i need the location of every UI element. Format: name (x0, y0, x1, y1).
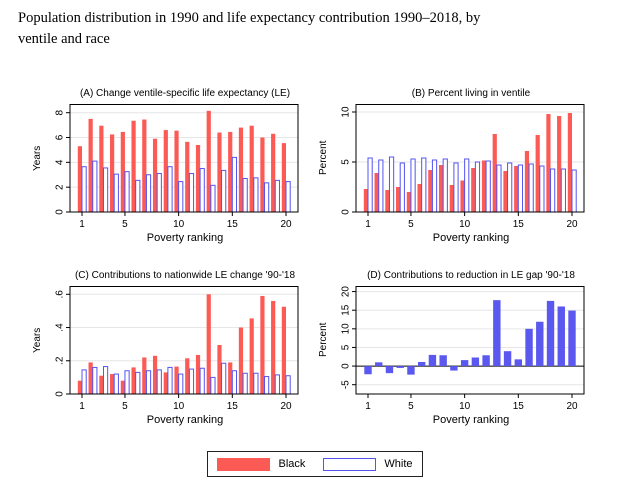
bar-black-v2 (89, 119, 93, 212)
y-tick-label: .2 (54, 356, 66, 365)
bar-black-v14 (503, 171, 507, 212)
bar-white-v16 (529, 164, 533, 212)
bar-white-v14 (222, 363, 226, 394)
bar-white-v14 (222, 170, 226, 212)
bar-white-v12 (200, 368, 204, 394)
bar-black-v3 (385, 190, 389, 212)
bar-white-v16 (243, 178, 247, 212)
x-tick-label: 15 (512, 401, 524, 412)
figure-title-line1: Population distribution in 1990 and life expectancy contribution 1990–2018, by (18, 10, 481, 26)
bar-white-v2 (93, 367, 97, 394)
bar-black-v17 (536, 135, 540, 212)
bar-black-v12 (196, 355, 200, 394)
bar-gap-v9 (450, 366, 457, 370)
bar-black-v15 (228, 132, 232, 212)
bar-white-v2 (93, 161, 97, 212)
bar-white-v7 (146, 175, 150, 212)
bar-gap-v6 (418, 362, 425, 366)
bar-white-v16 (243, 373, 247, 394)
x-tick-label: 20 (566, 219, 578, 230)
panel-b-ylabel: Percent (318, 140, 329, 176)
bar-black-v16 (239, 128, 243, 212)
bar-white-v18 (265, 377, 269, 394)
bar-white-v3 (389, 157, 393, 212)
bar-black-v4 (110, 374, 114, 394)
bar-black-v10 (174, 131, 178, 212)
panel-c-ylabel: Years (32, 327, 43, 353)
legend-label-white: White (384, 458, 413, 470)
figure-title (18, 8, 603, 50)
panel-a-xlabel: Poverty ranking (146, 232, 224, 244)
bar-white-v15 (518, 165, 522, 212)
panel-d (320, 270, 605, 426)
x-tick-label: 5 (122, 219, 128, 230)
bar-white-v13 (497, 165, 501, 212)
x-tick-label: 1 (79, 219, 85, 230)
bar-white-v1 (368, 158, 372, 212)
bar-white-v15 (232, 371, 236, 394)
bar-gap-v11 (472, 358, 479, 367)
bar-black-v4 (396, 187, 400, 212)
y-tick-label: 5 (340, 344, 352, 351)
x-tick-label: 10 (173, 401, 185, 412)
bar-gap-v18 (547, 301, 554, 366)
bar-white-v19 (561, 169, 565, 212)
x-tick-label: 15 (226, 401, 238, 412)
bar-black-v10 (460, 181, 464, 213)
bar-black-v5 (121, 381, 125, 394)
bar-black-v13 (207, 111, 211, 212)
bar-white-v6 (422, 158, 426, 212)
bar-white-v7 (432, 160, 436, 212)
x-tick-label: 1 (79, 401, 85, 412)
bar-black-v3 (99, 376, 103, 394)
bar-white-v12 (486, 161, 490, 212)
panel-c-title: (C) Contributions to nationwide LE change '90-'18 (74, 270, 296, 281)
bar-gap-v16 (525, 329, 532, 366)
bar-white-v20 (286, 376, 290, 394)
panel-b (320, 88, 605, 244)
y-tick-label: 10 (340, 323, 352, 335)
bar-white-v2 (379, 160, 383, 212)
y-tick-label: 10 (340, 106, 352, 118)
bar-gap-v3 (386, 366, 393, 373)
bar-white-v20 (572, 170, 576, 212)
bar-black-v9 (450, 185, 454, 212)
bar-gap-v14 (504, 351, 511, 366)
bar-white-v15 (232, 157, 236, 212)
bar-white-v3 (103, 168, 107, 212)
bar-gap-v10 (461, 360, 468, 366)
legend-swatch-white (323, 458, 376, 471)
panel-d-ylabel: Percent (318, 322, 329, 358)
bar-white-v11 (189, 369, 193, 394)
bar-black-v1 (364, 189, 368, 212)
bar-black-v3 (99, 126, 103, 212)
bar-black-v14 (217, 133, 221, 212)
bar-black-v11 (471, 168, 475, 212)
bar-black-v13 (493, 134, 497, 212)
bar-white-v18 (551, 169, 555, 212)
bar-white-v8 (157, 370, 161, 394)
x-tick-label: 5 (122, 401, 128, 412)
panel-d-title: (D) Contributions to reduction in LE gap '90-'18 (367, 270, 575, 281)
bar-white-v5 (411, 159, 415, 212)
bar-white-v1 (82, 370, 86, 394)
panel-d-plot-area (320, 286, 592, 414)
bar-white-v3 (103, 367, 107, 394)
bar-black-v7 (142, 120, 146, 212)
bar-white-v10 (465, 159, 469, 212)
x-tick-label: 20 (280, 219, 292, 230)
panel-b-plot-area (320, 104, 592, 232)
bar-gap-v1 (364, 366, 371, 374)
bar-black-v5 (121, 132, 125, 212)
bar-white-v9 (168, 167, 172, 212)
bar-white-v18 (265, 183, 269, 212)
x-tick-label: 10 (459, 401, 471, 412)
bar-white-v9 (168, 367, 172, 394)
bar-white-v1 (82, 167, 86, 212)
bar-white-v17 (254, 373, 258, 394)
bar-gap-v5 (407, 366, 414, 375)
x-tick-label: 5 (408, 401, 414, 412)
y-tick-label: .4 (54, 323, 66, 332)
y-tick-label: 5 (340, 159, 352, 165)
bar-gap-v13 (493, 300, 500, 366)
bar-white-v6 (136, 372, 140, 394)
y-tick-label: 6 (54, 134, 66, 141)
panel-a (34, 88, 319, 244)
bar-white-v8 (157, 174, 161, 212)
panel-c-xlabel: Poverty ranking (146, 414, 224, 426)
bar-white-v7 (146, 371, 150, 394)
bar-black-v16 (525, 151, 529, 212)
bar-white-v19 (275, 180, 279, 212)
bar-black-v20 (282, 307, 286, 394)
panel-c-plot (34, 286, 306, 414)
bar-black-v19 (271, 134, 275, 212)
x-tick-label: 10 (459, 219, 471, 230)
y-tick-label: 2 (54, 184, 66, 190)
bar-white-v11 (475, 162, 479, 212)
bar-black-v4 (110, 134, 114, 212)
x-tick-label: 15 (226, 219, 238, 230)
bar-black-v10 (174, 367, 178, 394)
bar-black-v14 (217, 345, 221, 394)
y-tick-label: 0 (54, 209, 66, 215)
x-tick-label: 10 (173, 219, 185, 230)
bar-black-v18 (546, 114, 550, 212)
bar-black-v5 (407, 192, 411, 212)
bar-white-v11 (189, 174, 193, 212)
bar-black-v18 (260, 138, 264, 212)
bar-white-v6 (136, 180, 140, 212)
bar-white-v13 (211, 377, 215, 394)
y-tick-label: 20 (340, 286, 352, 298)
bar-black-v7 (428, 170, 432, 212)
bar-white-v5 (125, 172, 129, 212)
x-tick-label: 5 (408, 219, 414, 230)
bar-black-v12 (482, 161, 486, 213)
bar-gap-v12 (482, 355, 489, 366)
bar-black-v2 (375, 173, 379, 212)
panel-b-xlabel: Poverty ranking (432, 232, 510, 244)
bar-black-v18 (260, 296, 264, 394)
bar-gap-v17 (536, 322, 543, 366)
y-tick-label: 15 (340, 304, 352, 316)
bar-white-v9 (454, 163, 458, 212)
bar-black-v8 (439, 165, 443, 212)
bar-black-v2 (89, 362, 93, 394)
bar-black-v1 (78, 381, 82, 394)
y-tick-label: 0 (340, 209, 352, 215)
bar-black-v19 (557, 116, 561, 212)
bar-gap-v19 (558, 306, 565, 366)
bar-white-v5 (125, 371, 129, 394)
bar-black-v8 (153, 356, 157, 394)
bar-white-v17 (254, 178, 258, 212)
bar-white-v4 (400, 163, 404, 212)
bar-gap-v7 (429, 355, 436, 366)
legend-label-black: Black (278, 458, 306, 470)
bar-white-v10 (179, 182, 183, 212)
bar-black-v6 (131, 367, 135, 394)
x-tick-label: 20 (566, 401, 578, 412)
panel-d-plot (320, 286, 592, 414)
bar-black-v19 (271, 301, 275, 394)
bar-white-v10 (179, 374, 183, 394)
legend (207, 451, 423, 477)
bar-black-v9 (164, 130, 168, 212)
bar-white-v14 (508, 163, 512, 212)
bar-black-v7 (142, 357, 146, 394)
panel-d-xlabel: Poverty ranking (432, 414, 510, 426)
y-tick-label: 0 (54, 391, 66, 397)
bar-black-v16 (239, 328, 243, 394)
x-tick-label: 15 (512, 219, 524, 230)
bar-white-v17 (540, 166, 544, 212)
bar-black-v9 (164, 372, 168, 394)
bar-white-v12 (200, 169, 204, 212)
figure-title-line2: ventile and race (18, 31, 110, 47)
x-tick-label: 20 (280, 401, 292, 412)
bar-black-v11 (185, 142, 189, 212)
y-tick-label: 8 (54, 109, 66, 116)
y-tick-label: 4 (54, 159, 66, 166)
bar-black-v8 (153, 139, 157, 212)
bar-black-v17 (250, 126, 254, 212)
y-tick-label: .6 (54, 290, 66, 299)
panel-b-plot (320, 104, 592, 232)
y-tick-label: 0 (340, 363, 352, 369)
bar-white-v8 (443, 159, 447, 212)
bar-gap-v2 (375, 362, 382, 366)
bar-black-v15 (228, 362, 232, 394)
x-tick-label: 1 (365, 401, 371, 412)
legend-swatch-black (217, 458, 270, 471)
panel-b-title: (B) Percent living in ventile (411, 88, 531, 99)
bar-black-v13 (207, 294, 211, 394)
bar-gap-v15 (515, 359, 522, 366)
panel-a-ylabel: Years (32, 145, 43, 171)
bar-black-v6 (131, 121, 135, 212)
bar-white-v20 (286, 182, 290, 212)
panel-c-plot-area (34, 286, 306, 414)
panel-a-plot-area (34, 104, 306, 232)
bar-gap-v20 (568, 311, 575, 366)
bar-white-v4 (114, 374, 118, 394)
bar-white-v19 (275, 375, 279, 394)
bar-black-v6 (417, 184, 421, 212)
bar-gap-v4 (397, 366, 404, 368)
x-tick-label: 1 (365, 219, 371, 230)
bar-white-v4 (114, 174, 118, 212)
bar-black-v20 (568, 113, 572, 212)
bar-black-v17 (250, 318, 254, 394)
panel-a-plot (34, 104, 306, 232)
bar-black-v20 (282, 143, 286, 212)
panel-c (34, 270, 319, 426)
y-tick-label: -5 (340, 380, 352, 390)
bar-gap-v8 (439, 355, 446, 366)
panel-a-title: (A) Change ventile-specific life expectancy (LE) (79, 88, 291, 99)
bar-black-v1 (78, 146, 82, 212)
bar-black-v15 (514, 166, 518, 212)
bar-white-v13 (211, 185, 215, 212)
bar-black-v12 (196, 145, 200, 212)
bar-black-v11 (185, 358, 189, 394)
